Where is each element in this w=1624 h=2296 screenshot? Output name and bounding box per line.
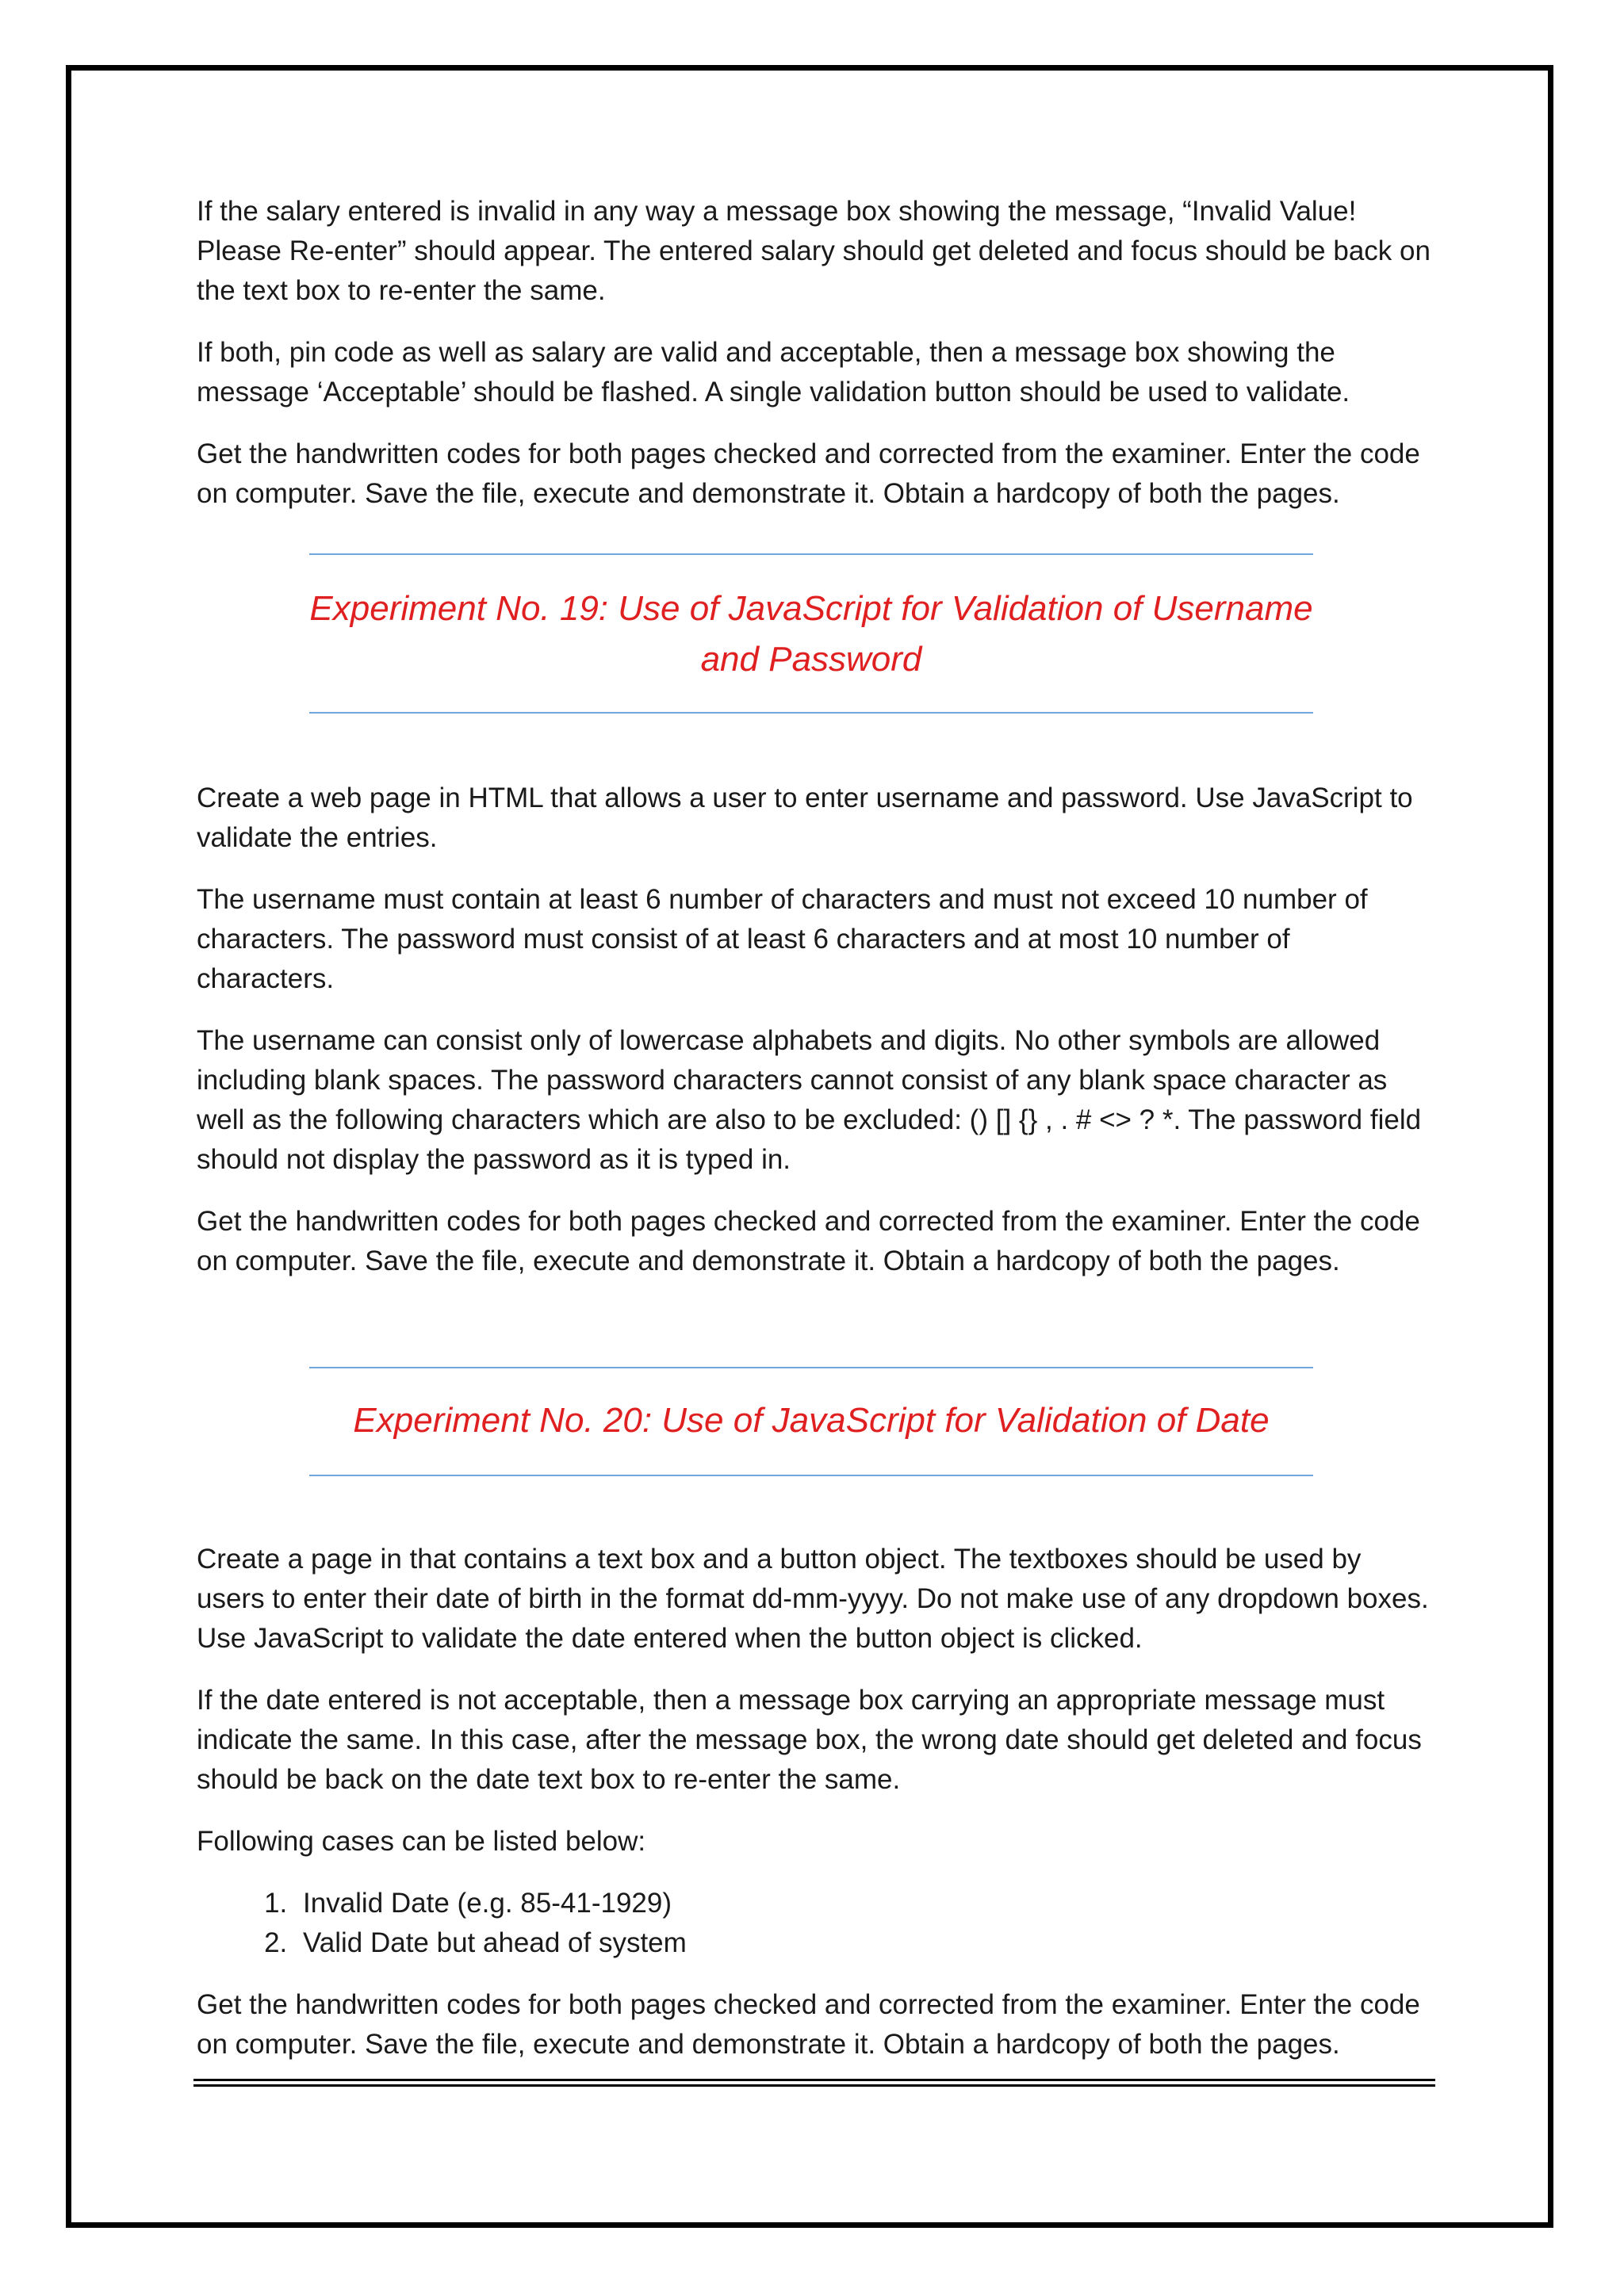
exp20-intro-paragraph: Create a page in that contains a text box and a button object. The textboxes should be used by users to enter their date of birth in the format dd-mm-yyyy. Do not make use of any dropdown boxes. Use JavaScript to validate the date entered when the button object is clicked. (197, 1544, 1429, 1654)
handwritten-codes-paragraph: Get the handwritten codes for both pages checked and corrected from the examiner. Enter the code on computer. Save the file, execute and demonstrate it. Obtain a hardcopy of both the pages. (197, 438, 1420, 509)
exp20-invalid-paragraph: If the date entered is not acceptable, then a message box carrying an appropriate message must indicate the same. In this case, after the message box, the wrong date should get deleted and focus should be back on the date text box to re-enter the same. (197, 1685, 1422, 1795)
experiment-19-title: Experiment No. 19: Use of JavaScript for Validation of Username and Password (309, 589, 1313, 679)
list-item: 1. Invalid Date (e.g. 85-41-1929) (295, 1884, 1434, 1923)
cases-list (197, 1884, 1434, 1963)
experiment-20-title: Experiment No. 20: Use of JavaScript for Validation of Date (353, 1401, 1270, 1440)
salary-invalid-paragraph: If the salary entered is invalid in any way a message box showing the message, “Invalid Value! Please Re-enter” should appear. The entered salary should get deleted and focus should be back on the text box to re-enter the same. (197, 196, 1431, 306)
exp19-length-paragraph: The username must contain at least 6 number of characters and must not exceed 10 number of characters. The password must consist of at least 6 characters and at most 10 number of characters. (197, 884, 1368, 994)
exp20-handwritten-paragraph: Get the handwritten codes for both pages checked and corrected from the examiner. Enter the code on computer. Save the file, execute and demonstrate it. Obtain a hardcopy of both the pages. (197, 1989, 1420, 2060)
exp19-intro-paragraph: Create a web page in HTML that allows a user to enter username and password. Use JavaScript to validate the entries. (197, 783, 1413, 853)
exp19-handwritten-paragraph: Get the handwritten codes for both pages checked and corrected from the examiner. Enter the code on computer. Save the file, execute and demonstrate it. Obtain a hardcopy of both the pages. (197, 1206, 1420, 1276)
document-body (197, 192, 1434, 2087)
double-rule-divider (193, 2079, 1435, 2087)
experiment-19-heading (309, 553, 1313, 714)
list-item: 2. Valid Date but ahead of system (295, 1923, 1434, 1963)
acceptable-paragraph: If both, pin code as well as salary are valid and acceptable, then a message box showing the message ‘Acceptable’ should be flashed. A single validation button should be used to validate. (197, 337, 1350, 408)
experiment-20-heading (309, 1367, 1313, 1476)
exp19-characters-paragraph: The username can consist only of lowercase alphabets and digits. No other symbols are allowed including blank spaces. The password characters cannot consist of any blank space character as well as the following characters which are also to be excluded: () [] {} , . # <> ? *. The password field should not display the password as it is typed in. (197, 1025, 1422, 1175)
exp20-cases-intro: Following cases can be listed below: (197, 1826, 646, 1857)
